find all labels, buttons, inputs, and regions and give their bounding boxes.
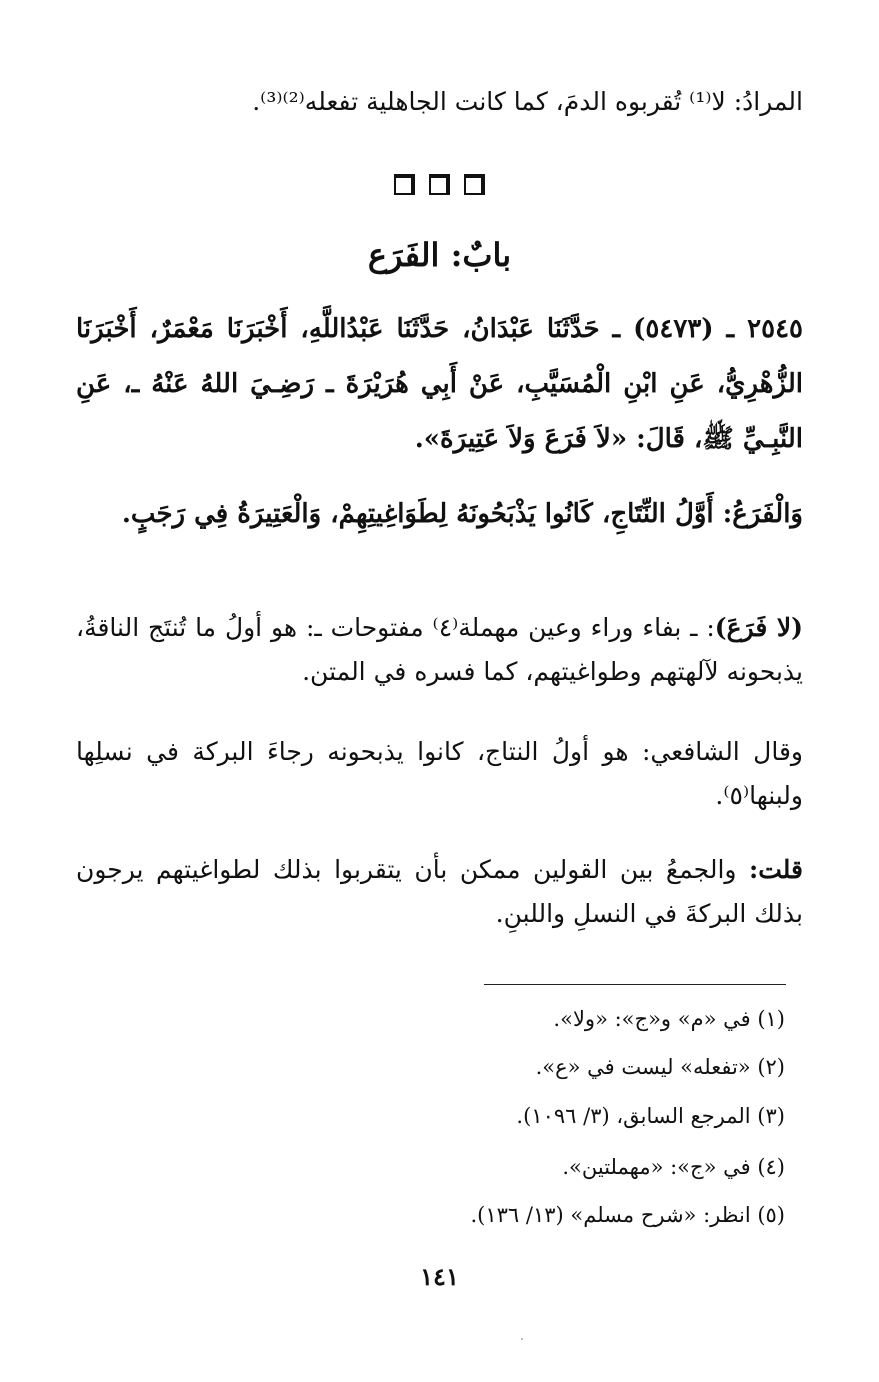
commentary-text: : ـ بفاء وراء وعين مهملة⁽٤⁾ مفتوحات ـ: هو أولُ ما تُنتَج الناقةُ، يذبحونه لآلهتهم وطواغيتهم، كما فسره في المتن. [76, 613, 803, 686]
footnote: (٣) المرجع السابق، (٣/ ١٠٩٦). [516, 1104, 785, 1128]
section-ornament [0, 174, 879, 195]
top-line: المرادُ: لا⁽¹⁾ تُقربوه الدمَ، كما كانت الجاهلية تفعله⁽²⁾⁽³⁾. [252, 87, 803, 116]
hadith-text: ٢٥٤٥ ـ (٥٤٧٣) ـ حَدَّثَنَا عَبْدَانُ، حَدَّثَنَا عَبْدُاللَّهِ، أَخْبَرَنَا مَعْمَرٌ، أَخْبَرَنَا الزُّهْرِيُّ، عَنِ ابْنِ الْمُسَيَّبِ، عَنْ أَبِي هُرَيْرَةَ ـ رَضِـيَ اللهُ عَنْهُ ـ، عَنِ النَّبِـيِّ ﷺ، قَالَ: «لاَ فَرَعَ وَلاَ عَتِيرَةَ». [76, 314, 803, 454]
chapter-title: بابٌ: الفَرَع [367, 236, 512, 274]
farq-definition: وَالْفَرَعُ: أَوَّلُ النِّتَاجِ، كَانُوا يَذْبَحُونَهُ لِطَوَاغِيتِهِمْ، وَالْعَتِيرَةُ فِي رَجَبٍ. [121, 499, 803, 529]
qult-paragraph [76, 848, 803, 936]
ornament-square-icon [429, 174, 450, 195]
scan-speck [521, 1338, 523, 1340]
commentary-lemma: (لا فَرَعَ) [714, 613, 803, 642]
ornament-square-icon [464, 174, 485, 195]
ornament-square-icon [394, 174, 415, 195]
footnote: (٤) في «ج»: «مهملتين». [562, 1155, 785, 1179]
footnote: (١) في «م» و«ج»: «ولا». [553, 1007, 785, 1031]
shafii-paragraph: وقال الشافعي: هو أولُ النتاج، كانوا يذبحونه رجاءَ البركة في نسلِها ولبنها⁽٥⁾. [76, 737, 803, 810]
footnote-divider [484, 984, 786, 985]
footnote: (٢) «تفعله» ليست في «ع». [535, 1055, 785, 1079]
commentary-paragraph [76, 606, 803, 694]
qult-text: والجمعُ بين القولين ممكن بأن يتقربوا بذلك لطواغيتهم يرجون بذلك البركةَ في النسلِ واللبنِ. [76, 855, 803, 928]
footnote: (٥) انظر: «شرح مسلم» (١٣/ ١٣٦). [470, 1203, 785, 1227]
qult-label: قلت: [748, 855, 803, 884]
page-number: ١٤١ [420, 1262, 459, 1291]
